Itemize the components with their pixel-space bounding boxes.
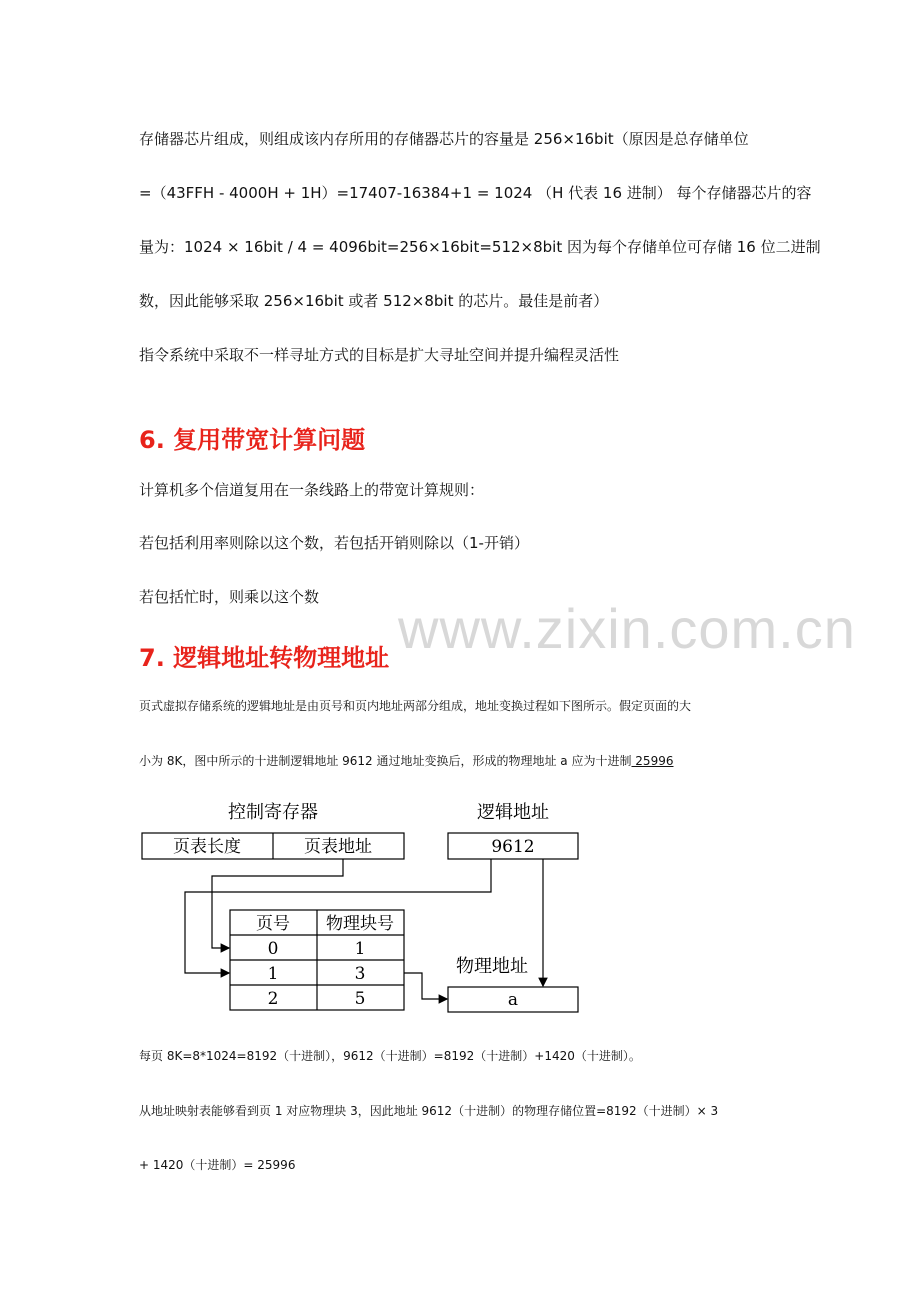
section-6-line-1: 计算机多个信道复用在一条线路上的带宽计算规则： xyxy=(139,481,485,499)
table-cell-frame: 5 xyxy=(354,989,366,1009)
watermark: www.zixin.com.cn xyxy=(398,597,856,660)
logical-address-value: 9612 xyxy=(491,837,535,857)
paragraph-line-4: 数，因此能够采取 256×16bit 或者 512×8bit 的芯片。最佳是前者） xyxy=(139,292,609,310)
section-7-heading: 7. 逻辑地址转物理地址 xyxy=(139,644,390,672)
question-line-1: 页式虚拟存储系统的逻辑地址是由页号和页内地址两部分组成，地址变换过程如下图所示。假定页面的大 xyxy=(139,699,692,713)
paragraph-line-1: 存储器芯片组成，则组成该内存所用的存储器芯片的容量是 256×16bit（原因是总存储单位 xyxy=(139,130,749,148)
question-text: 小为 8K，图中所示的十进制逻辑地址 9612 通过地址变换后，形成的物理地址 a 应为十进制 xyxy=(139,754,632,768)
address-translation-diagram xyxy=(0,790,920,1030)
answer-line-3: + 1420（十进制）= 25996 xyxy=(139,1158,296,1172)
control-register-title: 控制寄存器 xyxy=(228,802,318,823)
table-cell-page: 0 xyxy=(267,939,279,959)
page-table-address-cell: 页表地址 xyxy=(304,837,372,857)
section-6-line-2: 若包括利用率则除以这个数，若包括开销则除以（1-开销） xyxy=(139,534,529,552)
section-6-line-3: 若包括忙时，则乘以这个数 xyxy=(139,588,320,606)
table-cell-page: 1 xyxy=(267,964,279,984)
physical-address-title: 物理地址 xyxy=(456,956,528,977)
question-line-2 xyxy=(139,751,673,771)
answer-line-1: 每页 8K=8*1024=8192（十进制），9612（十进制）=8192（十进制）+1420（十进制）。 xyxy=(139,1049,641,1063)
frame-number-arrow xyxy=(404,973,447,999)
physical-address-value: a xyxy=(507,990,519,1010)
page-number-header: 页号 xyxy=(256,914,290,934)
answer-line-2: 从地址映射表能够看到页 1 对应物理块 3，因此地址 9612（十进制）的物理存储位置=8192（十进制）× 3 xyxy=(139,1104,719,1118)
answer-value: 25996 xyxy=(631,754,674,768)
table-cell-page: 2 xyxy=(267,989,279,1009)
frame-number-header: 物理块号 xyxy=(326,914,394,934)
paragraph-line-3: 量为：1024 × 16bit / 4 = 4096bit=256×16bit=512×8bit 因为每个存储单位可存储 16 位二进制 xyxy=(139,238,821,256)
paragraph-line-2: =（43FFH - 4000H + 1H）=17407-16384+1 = 1024 （H 代表 16 进制） 每个存储器芯片的容 xyxy=(139,184,812,202)
section-6-heading: 6. 复用带宽计算问题 xyxy=(139,426,366,454)
table-cell-frame: 1 xyxy=(354,939,366,959)
paragraph-line-5: 指令系统中采取不一样寻址方式的目标是扩大寻址空间并提升编程灵活性 xyxy=(139,346,620,364)
page-table-length-cell: 页表长度 xyxy=(173,837,241,857)
table-cell-frame: 3 xyxy=(354,964,366,984)
logical-address-title: 逻辑地址 xyxy=(477,802,549,823)
